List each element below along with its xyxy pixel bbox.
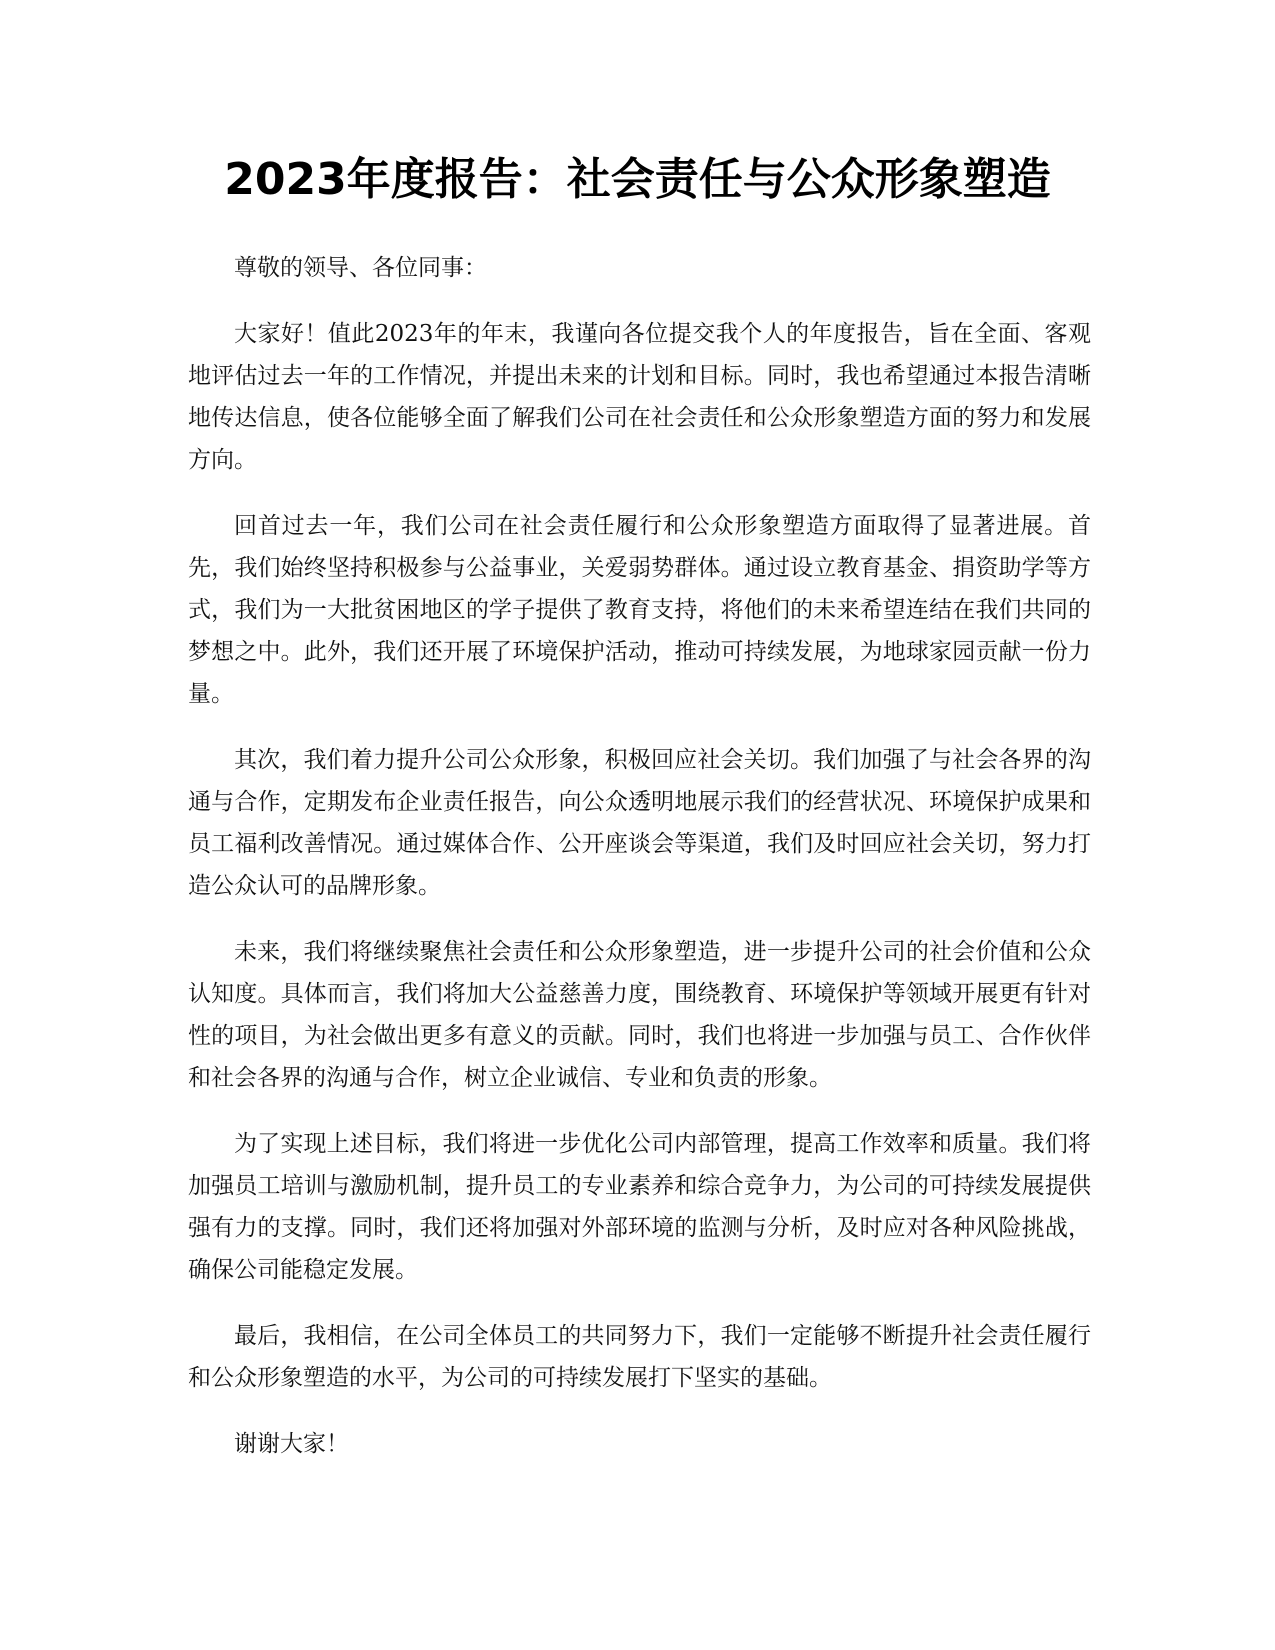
paragraph-public-image: 其次，我们着力提升公司公众形象，积极回应社会关切。我们加强了与社会各界的沟通与合作，定期发布企业责任报告，向公众透明地展示我们的经营状况、环境保护成果和员工福利改善情况。通过媒体合作、公开座谈会等渠道，我们及时回应社会关切，努力打造公众认可的品牌形象。	[188, 747, 1091, 899]
paragraph-management: 为了实现上述目标，我们将进一步优化公司内部管理，提高工作效率和质量。我们将加强员工培训与激励机制，提升员工的专业素养和综合竞争力，为公司的可持续发展提供强有力的支撑。同时，我们还将加强对外部环境的监测与分析，及时应对各种风险挑战，确保公司能稳定发展。	[188, 1131, 1091, 1283]
paragraph-future: 未来，我们将继续聚焦社会责任和公众形象塑造，进一步提升公司的社会价值和公众认知度。具体而言，我们将加大公益慈善力度，围绕教育、环境保护等领域开展更有针对性的项目，为社会做出更多有意义的贡献。同时，我们也将进一步加强与员工、合作伙伴和社会各界的沟通与合作，树立企业诚信、专业和负责的形象。	[188, 939, 1091, 1091]
salutation: 尊敬的领导、各位同事：	[234, 255, 487, 281]
paragraph-intro: 大家好！值此2023年的年末，我谨向各位提交我个人的年度报告，旨在全面、客观地评估过去一年的工作情况，并提出未来的计划和目标。同时，我也希望通过本报告清晰地传达信息，使各位能够全面了解我们公司在社会责任和公众形象塑造方面的努力和发展方向。	[188, 321, 1091, 473]
closing: 谢谢大家！	[234, 1431, 349, 1457]
paragraph-conclusion: 最后，我相信，在公司全体员工的共同努力下，我们一定能够不断提升社会责任履行和公众形象塑造的水平，为公司的可持续发展打下坚实的基础。	[188, 1323, 1091, 1391]
document-title: 2023年度报告：社会责任与公众形象塑造	[224, 154, 1051, 205]
paragraph-review: 回首过去一年，我们公司在社会责任履行和公众形象塑造方面取得了显著进展。首先，我们始终坚持积极参与公益事业，关爱弱势群体。通过设立教育基金、捐资助学等方式，我们为一大批贫困地区的学子提供了教育支持，将他们的未来希望连结在我们共同的梦想之中。此外，我们还开展了环境保护活动，推动可持续发展，为地球家园贡献一份力量。	[188, 513, 1091, 707]
document-body	[188, 247, 1091, 1489]
